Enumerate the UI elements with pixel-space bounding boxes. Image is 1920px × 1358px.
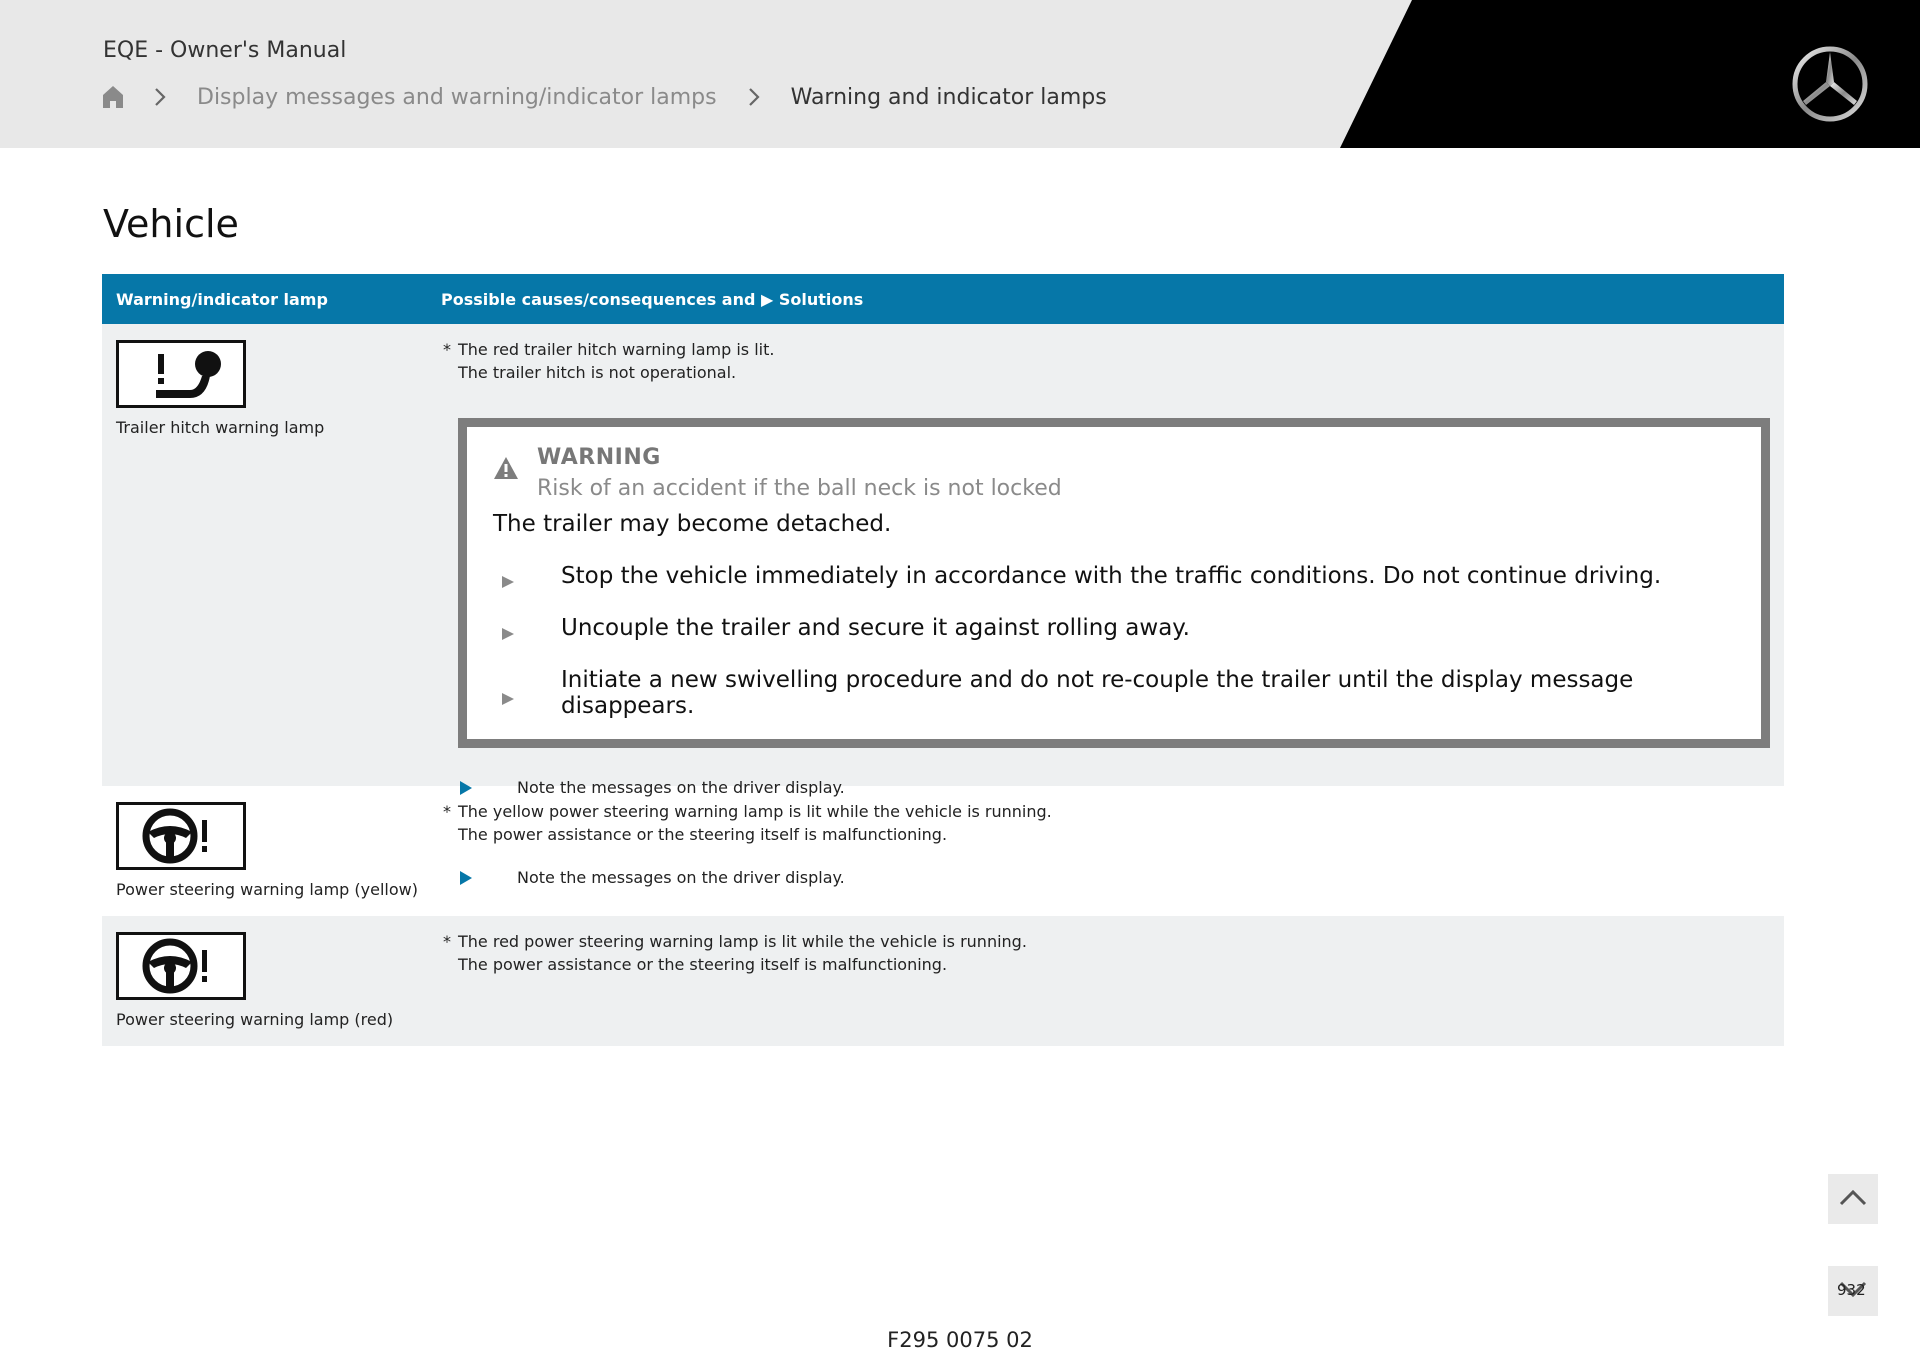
breadcrumb bbox=[101, 82, 1107, 112]
cause-line: The power assistance or the steering itself is malfunctioning. bbox=[458, 955, 948, 974]
lamp-cell bbox=[102, 786, 439, 916]
warning-step-text: Initiate a new swivelling procedure and do not re-couple the trailer until the display message disappears. bbox=[561, 667, 1634, 719]
lamp-label: Power steering warning lamp (yellow) bbox=[116, 880, 418, 899]
mercedes-star-logo[interactable] bbox=[1792, 46, 1868, 122]
breadcrumb-item-current: Warning and indicator lamps bbox=[790, 84, 1107, 110]
table-header bbox=[102, 274, 1784, 324]
cause-line: The red trailer hitch warning lamp is lit. bbox=[458, 340, 775, 359]
trailer-hitch-lamp-icon bbox=[116, 340, 246, 408]
warning-lamps-table bbox=[102, 274, 1784, 1046]
warning-step-text: Stop the vehicle immediately in accordance with the traffic conditions. Do not continue driving. bbox=[561, 563, 1662, 589]
cause-line: The red power steering warning lamp is lit while the vehicle is running. bbox=[458, 932, 1027, 951]
chevron-right-icon bbox=[151, 85, 169, 109]
warning-triangle-icon bbox=[493, 455, 519, 481]
cause-text bbox=[439, 930, 1784, 976]
warning-step bbox=[493, 563, 1761, 589]
home-icon[interactable] bbox=[101, 84, 125, 110]
column-header-causes: Possible causes/consequences and ▶ Solutions bbox=[441, 289, 864, 309]
bullet: * bbox=[443, 340, 451, 359]
steering-wheel-warning-icon bbox=[116, 802, 246, 870]
footer-code: F295 0075 02 bbox=[887, 1328, 1033, 1352]
cause-line: The trailer hitch is not operational. bbox=[458, 363, 737, 382]
warning-step bbox=[493, 667, 1761, 719]
step-arrow-icon bbox=[501, 621, 515, 635]
warning-step bbox=[493, 615, 1761, 641]
warning-title: WARNING bbox=[537, 445, 661, 470]
warning-box bbox=[458, 418, 1770, 748]
chevron-up-icon bbox=[1838, 1187, 1868, 1211]
page-title: Vehicle bbox=[103, 202, 239, 246]
column-header-lamp: Warning/indicator lamp bbox=[116, 289, 328, 309]
solution-note bbox=[459, 868, 1784, 887]
causes-cell bbox=[439, 916, 1784, 1046]
lamp-label: Power steering warning lamp (red) bbox=[116, 1010, 394, 1029]
warning-step-text: Uncouple the trailer and secure it against rolling away. bbox=[561, 615, 1190, 641]
cause-text bbox=[439, 338, 1784, 384]
lamp-label: Trailer hitch warning lamp bbox=[116, 418, 325, 437]
scroll-up-button[interactable] bbox=[1828, 1174, 1878, 1224]
cause-line: The yellow power steering warning lamp is lit while the vehicle is running. bbox=[458, 802, 1052, 821]
solution-arrow-icon bbox=[459, 870, 473, 886]
breadcrumb-item-display-messages[interactable]: Display messages and warning/indicator lamps bbox=[197, 84, 717, 110]
causes-cell bbox=[439, 786, 1784, 916]
lamp-cell bbox=[102, 324, 439, 786]
page-number: 932 bbox=[1837, 1281, 1866, 1299]
table-row bbox=[102, 916, 1784, 1046]
bullet: * bbox=[443, 802, 451, 821]
steering-wheel-warning-icon bbox=[116, 932, 246, 1000]
cause-line: The power assistance or the steering itself is malfunctioning. bbox=[458, 825, 948, 844]
table-row bbox=[102, 786, 1784, 916]
page-header bbox=[0, 0, 1920, 148]
warning-subtitle: Risk of an accident if the ball neck is not locked bbox=[537, 476, 1062, 501]
manual-title: EQE - Owner's Manual bbox=[103, 38, 347, 63]
chevron-right-icon bbox=[745, 85, 763, 109]
cause-text bbox=[439, 800, 1784, 846]
step-arrow-icon bbox=[501, 686, 515, 700]
warning-heading bbox=[493, 445, 1761, 501]
warning-text: The trailer may become detached. bbox=[493, 511, 892, 537]
note-text: Note the messages on the driver display. bbox=[517, 778, 845, 797]
scroll-down-button[interactable] bbox=[1828, 1266, 1878, 1316]
causes-cell bbox=[439, 324, 1784, 797]
step-arrow-icon bbox=[501, 569, 515, 583]
note-text: Note the messages on the driver display. bbox=[517, 868, 845, 887]
lamp-cell bbox=[102, 916, 439, 1046]
table-row bbox=[102, 324, 1784, 797]
bullet: * bbox=[443, 932, 451, 951]
